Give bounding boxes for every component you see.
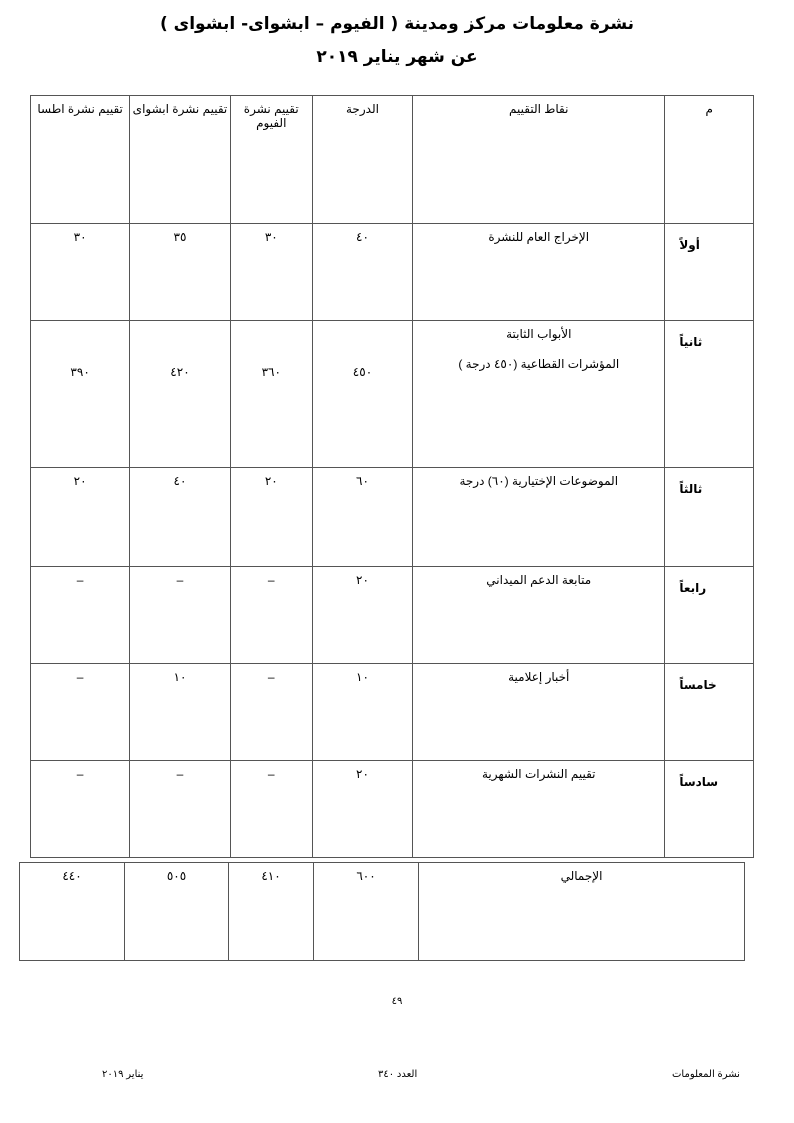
cell-itsa: – [31, 761, 130, 858]
cell-fayoum [230, 321, 312, 468]
total-itsa: ٤٤٠ [20, 863, 125, 961]
cell-ibshway: – [130, 567, 231, 664]
header-m: م [665, 96, 754, 224]
total-ibshway: ٥٠٥ [125, 863, 229, 961]
cell-ibshway: ٣٥ [130, 224, 231, 321]
cell-points: الإخراج العام للنشرة [413, 224, 665, 321]
cell-grade: ٦٠ [312, 468, 412, 567]
cell-order [665, 224, 754, 321]
order-label: ثالثاً [679, 482, 703, 496]
total-row [20, 863, 745, 961]
cell-itsa: – [31, 664, 130, 761]
header-grade: الدرجة [312, 96, 412, 224]
cell-points: الموضوعات الإختيارية (٦٠) درجة [413, 468, 665, 567]
cell-ibshway: ١٠ [130, 664, 231, 761]
cell-value: ٤٥٠ [352, 365, 373, 379]
cell-points: تقييم النشرات الشهرية [413, 761, 665, 858]
table-row [31, 664, 754, 761]
order-label: سادساً [679, 775, 719, 789]
cell-grade: ٤٠ [312, 224, 412, 321]
table-row [31, 224, 754, 321]
cell-points: أخبار إعلامية [413, 664, 665, 761]
total-grade: ٦٠٠ [314, 863, 419, 961]
total-label: الإجمالي [419, 863, 745, 961]
header-itsa: تقييم نشرة اطسا [31, 96, 130, 224]
cell-ibshway [130, 321, 231, 468]
footer-publication: نشرة المعلومات [672, 1069, 740, 1080]
table-row [31, 761, 754, 858]
page-number: ٤٩ [391, 996, 403, 1007]
footer-date: يناير ٢٠١٩ [102, 1069, 144, 1080]
cell-value: ٤٢٠ [170, 365, 190, 379]
cell-grade: ٢٠ [312, 761, 412, 858]
cell-ibshway: – [130, 761, 231, 858]
document-title: نشرة معلومات مركز ومدينة ( الفيوم – ابشواى- ابشواى ) [159, 14, 635, 34]
cell-points [413, 321, 665, 468]
cell-itsa: ٣٠ [31, 224, 130, 321]
cell-order [665, 468, 754, 567]
cell-value: ٣٩٠ [70, 365, 90, 379]
cell-itsa: ٢٠ [31, 468, 130, 567]
cell-fayoum: – [230, 664, 312, 761]
cell-fayoum: – [230, 761, 312, 858]
cell-grade [312, 321, 412, 468]
document-subtitle: عن شهر يناير ٢٠١٩ [316, 47, 478, 67]
cell-ibshway: ٤٠ [130, 468, 231, 567]
cell-order [665, 761, 754, 858]
order-label: ثانياً [679, 335, 703, 349]
table-row [31, 321, 754, 468]
header-ibshway: تقييم نشرة ابشواى [130, 96, 231, 224]
header-points: نقاط التقييم [413, 96, 665, 224]
cell-grade: ١٠ [312, 664, 412, 761]
order-label: أولاً [679, 238, 700, 252]
header-fayoum: تقييم نشرة الفيوم [230, 96, 312, 224]
footer-issue: العدد ٣٤٠ [378, 1069, 418, 1080]
cell-itsa: – [31, 567, 130, 664]
order-label: خامساً [679, 678, 717, 692]
cell-order [665, 664, 754, 761]
point-line: المؤشرات القطاعية (٤٥٠ درجة ) [458, 357, 620, 371]
cell-points: متابعة الدعم الميداني [413, 567, 665, 664]
cell-value: ٣٦٠ [261, 365, 281, 379]
cell-order [665, 321, 754, 468]
cell-itsa [31, 321, 130, 468]
cell-order [665, 567, 754, 664]
evaluation-table [30, 95, 754, 858]
cell-fayoum: – [230, 567, 312, 664]
table-row [31, 567, 754, 664]
cell-grade: ٢٠ [312, 567, 412, 664]
point-line: الأبواب الثابتة [506, 327, 572, 341]
order-label: رابعاً [679, 581, 707, 595]
total-fayoum: ٤١٠ [229, 863, 314, 961]
total-table [19, 862, 745, 961]
cell-fayoum: ٢٠ [230, 468, 312, 567]
table-header-row [31, 96, 754, 224]
table-row [31, 468, 754, 567]
cell-fayoum: ٣٠ [230, 224, 312, 321]
